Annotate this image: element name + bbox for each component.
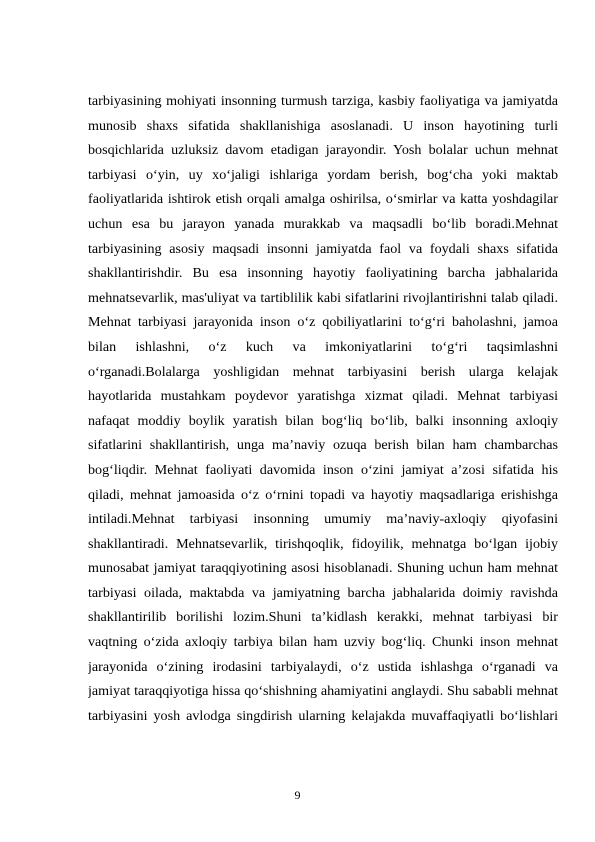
text-line: bosqichlarida uzluksiz davom etadigan jarayondir. Yosh bolalar uchun mehnat xyxy=(88,142,558,159)
text-line: bilan ishlashni, o‘z kuch va imkoniyatlarini to‘g‘ri taqsimlashni xyxy=(88,338,558,355)
text-line: nafaqat moddiy boylik yaratish bilan bog‘liq bo‘lib, balki insonning axloqiy xyxy=(88,412,558,429)
text-line: jamiyat taraqqiyotiga hissa qo‘shishning ahamiyatini anglaydi. Shu sababli mehnat xyxy=(88,683,558,700)
text-line: shakllantirilib borilishi lozim.Shuni ta’kidlash kerakki, mehnat tarbiyasi bir xyxy=(88,609,558,626)
text-line: bog‘liqdir. Mehnat faoliyati davomida inson o‘zini jamiyat a’zosi sifatida his xyxy=(88,461,558,478)
text-line: mehnatsevarlik, mas'uliyat va tartiblilik kabi sifatlarini rivojlantirishni talab qiladi. xyxy=(88,289,558,306)
text-line: hayotlarida mustahkam poydevor yaratishga xizmat qiladi. Mehnat tarbiyasi xyxy=(88,388,558,405)
text-line: munosabat jamiyat taraqqiyotining asosi hisoblanadi. Shuning uchun ham mehnat xyxy=(88,560,558,577)
text-line: tarbiyasining mohiyati insonning turmush tarziga, kasbiy faoliyatiga va jamiyatda xyxy=(88,93,558,109)
text-line: Mehnat tarbiyasi jarayonida inson o‘z qobiliyatlarini to‘g‘ri baholashni, jamoa xyxy=(88,314,558,331)
text-line: o‘rganadi.Bolalarga yoshligidan mehnat tarbiyasini berish ularga kelajak xyxy=(88,363,558,380)
text-line: vaqtning o‘zida axloqiy tarbiya bilan ham uzviy bog‘liq. Chunki inson mehnat xyxy=(88,634,558,651)
body-text xyxy=(88,89,558,728)
text-line: tarbiyasini yosh avlodga singdirish ularning kelajakda muvaffaqiyatli bo‘lishlari xyxy=(88,707,558,724)
text-line: qiladi, mehnat jamoasida o‘z o‘rnini topadi va hayotiy maqsadlariga erishishga xyxy=(88,486,558,503)
text-line: sifatlarini shakllantirish, unga ma’naviy ozuqa berish bilan ham chambarchas xyxy=(88,437,558,454)
text-line: shakllantirishdir. Bu esa insonning hayotiy faoliyatining barcha jabhalarida xyxy=(88,265,558,282)
text-line: tarbiyasi o‘yin, uy xo‘jaligi ishlariga yordam berish, bog‘cha yoki maktab xyxy=(88,166,558,183)
text-line: tarbiyasi oilada, maktabda va jamiyatning barcha jabhalarida doimiy ravishda xyxy=(88,584,558,601)
text-line: shakllantiradi. Mehnatsevarlik, tirishqoqlik, fidoyilik, mehnatga bo‘lgan ijobiy xyxy=(88,535,558,552)
text-line: uchun esa bu jarayon yanada murakkab va maqsadli bo‘lib boradi.Mehnat xyxy=(88,215,558,232)
page-number: 9 xyxy=(294,788,301,802)
text-line: jarayonida o‘zining irodasini tarbiyalaydi, o‘z ustida ishlashga o‘rganadi va xyxy=(88,658,558,675)
text-line: tarbiyasining asosiy maqsadi insonni jamiyatda faol va foydali shaxs sifatida xyxy=(88,240,558,257)
text-line: munosib shaxs sifatida shakllanishiga asoslanadi. U inson hayotining turli xyxy=(88,117,558,134)
text-line: intiladi.Mehnat tarbiyasi insonning umumiy ma’naviy-axloqiy qiyofasini xyxy=(88,511,558,528)
text-line: faoliyatlarida ishtirok etish orqali amalga oshirilsa, o‘smirlar va katta yoshdagilar xyxy=(88,191,558,208)
